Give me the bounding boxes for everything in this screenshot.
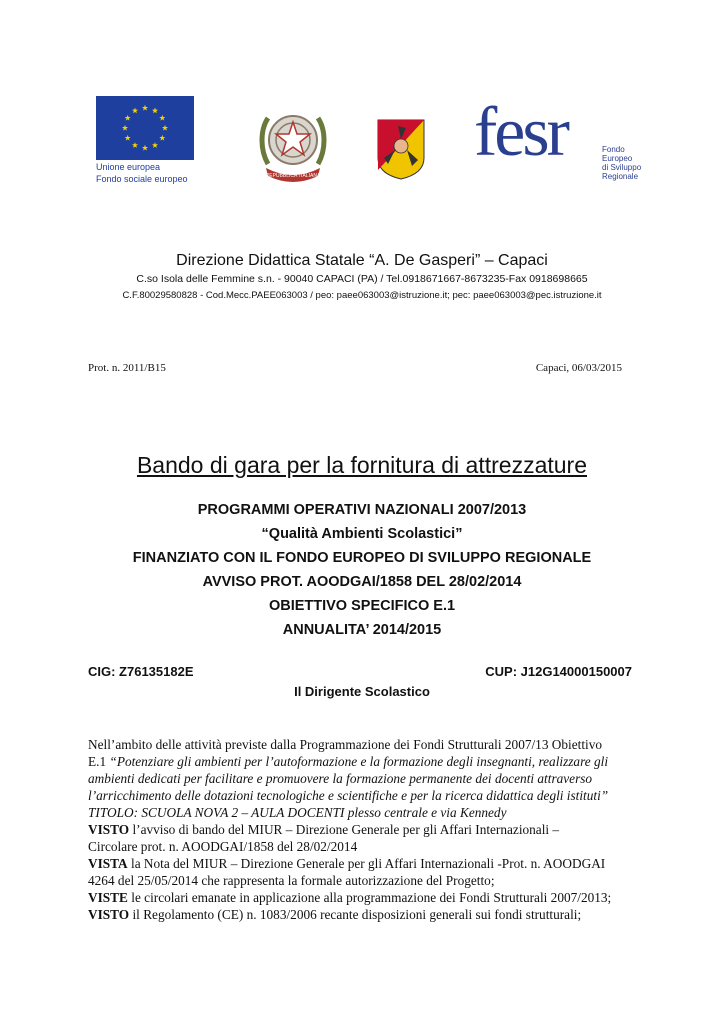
eu-logo [96,96,194,188]
fesr-logo [474,94,642,184]
subtitle-line-6: ANNUALITA’ 2014/2015 [282,622,442,638]
subtitle-line-5: OBIETTIVO SPECIFICO E.1 [268,598,456,614]
eu-label-line1: Unione europea [96,162,161,172]
eu-star [125,115,131,121]
emblem-icon [258,102,328,184]
body-line-4: l’arricchimento delle dotazioni tecnologiche e scientifiche e per la ricerca didattica degli istituti” [88,788,609,803]
eu-star [159,115,165,121]
eu-star [159,135,165,141]
eu-star [132,107,138,113]
visto-2-line [88,906,648,923]
visto-1-line-1 [88,821,648,838]
subtitle-line-2: “Qualità Ambienti Scolastici” [261,526,463,542]
fesr-wordmark: fesr [474,94,567,171]
eu-star [152,107,158,113]
visto-1-keyword: VISTO [88,822,130,837]
dirigente-heading: Il Dirigente Scolastico [294,684,430,699]
visto-2-keyword: VISTO [88,907,130,922]
protocol-place-date: Capaci, 06/03/2015 [535,362,622,374]
sicily-region-logo [376,118,426,180]
eu-stars-icon [96,96,194,160]
eu-star [122,125,128,131]
body-line-5-suffix: plesso centrale e via Kennedy [344,805,507,820]
body-line-5-title: TITOLO: SCUOLA NOVA 2 – AULA DOCENTI [88,805,345,820]
eu-star [152,142,158,148]
protocol-number: Prot. n. 2011/B15 [88,362,166,374]
vista-line-2: 4264 del 25/05/2014 che rappresenta la formale autorizzazione del Progetto; [88,873,495,888]
body-line-3: ambienti dedicati per facilitare e promuovere la formazione permanente dei docenti attraverso [88,771,593,786]
body-line-5 [88,804,648,821]
body-text [88,736,648,923]
eu-star [142,145,148,151]
school-address: C.so Isola delle Femmine s.n. - 90040 CAPACI (PA) / Tel.0918671667-8673235-Fax 0918698665 [136,273,588,285]
visto-1-line-2: Circolare prot. n. AOODGAI/1858 del 28/02/2014 [88,839,358,854]
visto-2-text: il Regolamento (CE) n. 1083/2006 recante disposizioni generali sui fondi strutturali; [129,907,582,922]
body-line-2 [88,753,648,770]
header-logos [0,92,724,192]
viste-text: le circolari emanate in applicazione alla programmazione dei Fondi Strutturali 2007/2013; [127,890,612,905]
italian-republic-emblem [258,102,328,184]
fesr-label-line2: Europeo [602,154,633,163]
fesr-label-line3: di Sviluppo [602,163,642,172]
vista-keyword: VISTA [88,856,128,871]
eu-flag [96,96,194,160]
body-line-2-italic: “Potenziare gli ambienti per l’autoformazione e la formazione degli insegnanti, realizzare gli [109,754,609,769]
trinacria-icon [376,118,426,180]
subtitle-line-1: PROGRAMMI OPERATIVI NAZIONALI 2007/2013 [197,502,527,518]
emblem-ribbon-text: REPUBBLICA ITALIANA [265,173,321,179]
vista-text: la Nota del MIUR – Direzione Generale per gli Affari Internazionali -Prot. n. AOODGAI [127,856,606,871]
subtitle-line-3: FINANZIATO CON IL FONDO EUROPEO DI SVILUPPO REGIONALE [132,550,592,566]
fesr-label-line1: Fondo [602,145,625,154]
viste-keyword: VISTE [88,890,128,905]
cig-code: CIG: Z76135182E [88,664,194,679]
fesr-label-line4: Regionale [602,172,639,181]
eu-star [132,142,138,148]
eu-star [162,125,168,131]
eu-label-line2: Fondo sociale europeo [96,174,188,184]
eu-star [125,135,131,141]
cup-code: CUP: J12G14000150007 [485,664,632,679]
subtitle-line-4: AVVISO PROT. AOODGAI/1858 DEL 28/02/2014 [202,574,522,590]
document-title: Bando di gara per la fornitura di attrezzature [136,452,588,478]
viste-line [88,889,648,906]
body-line-1: Nell’ambito delle attività previste dalla Programmazione dei Fondi Strutturali 2007/13 Obiettivo [88,737,603,752]
school-name: Direzione Didattica Statale “A. De Gasperi” – Capaci [176,252,548,269]
vista-line-1 [88,855,648,872]
eu-star [142,105,148,111]
visto-1-text: l’avviso di bando del MIUR – Direzione Generale per gli Affari Internazionali – [129,822,560,837]
body-line-2-prefix: E.1 [88,754,110,769]
school-codes: C.F.80029580828 - Cod.Mecc.PAEE063003 / peo: paee063003@istruzione.it; pec: paee063003@pec.istruzione.it [122,290,602,301]
